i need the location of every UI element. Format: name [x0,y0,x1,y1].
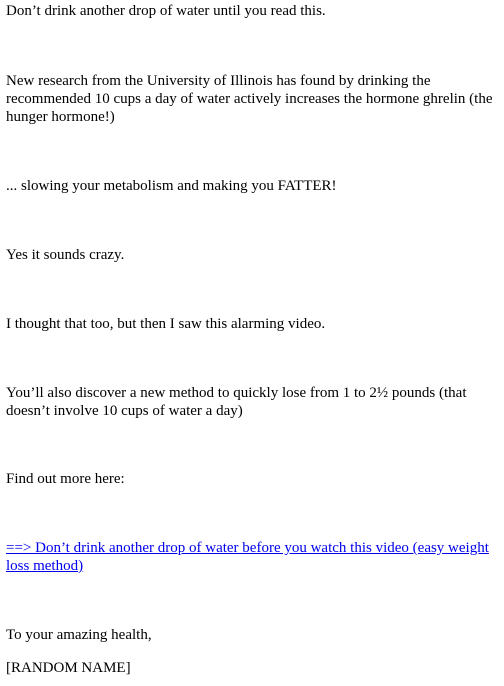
signature: [RANDOM NAME] [6,660,131,676]
paragraph-find-out: Find out more here: [6,471,125,487]
paragraph-video: I thought that too, but then I saw this alarming video. [6,316,326,332]
cta-paragraph [6,539,500,575]
paragraph-research: New research from the University of Illinois has found by drinking the recommended 10 cups a day of water actively increases the hormone ghrelin (the hunger hormone!) [6,73,493,125]
sign-off: To your amazing health, [6,627,152,643]
email-headline: Don’t drink another drop of water until you read this. [6,3,326,19]
paragraph-crazy: Yes it sounds crazy. [6,247,125,263]
video-link[interactable]: ==> Don’t drink another drop of water before you watch this video (easy weight loss method) [6,540,489,574]
paragraph-discover: You’ll also discover a new method to quickly lose from 1 to 2½ pounds (that doesn’t involve 10 cups of water a day) [6,385,467,419]
paragraph-metabolism: ... slowing your metabolism and making you FATTER! [6,178,337,194]
